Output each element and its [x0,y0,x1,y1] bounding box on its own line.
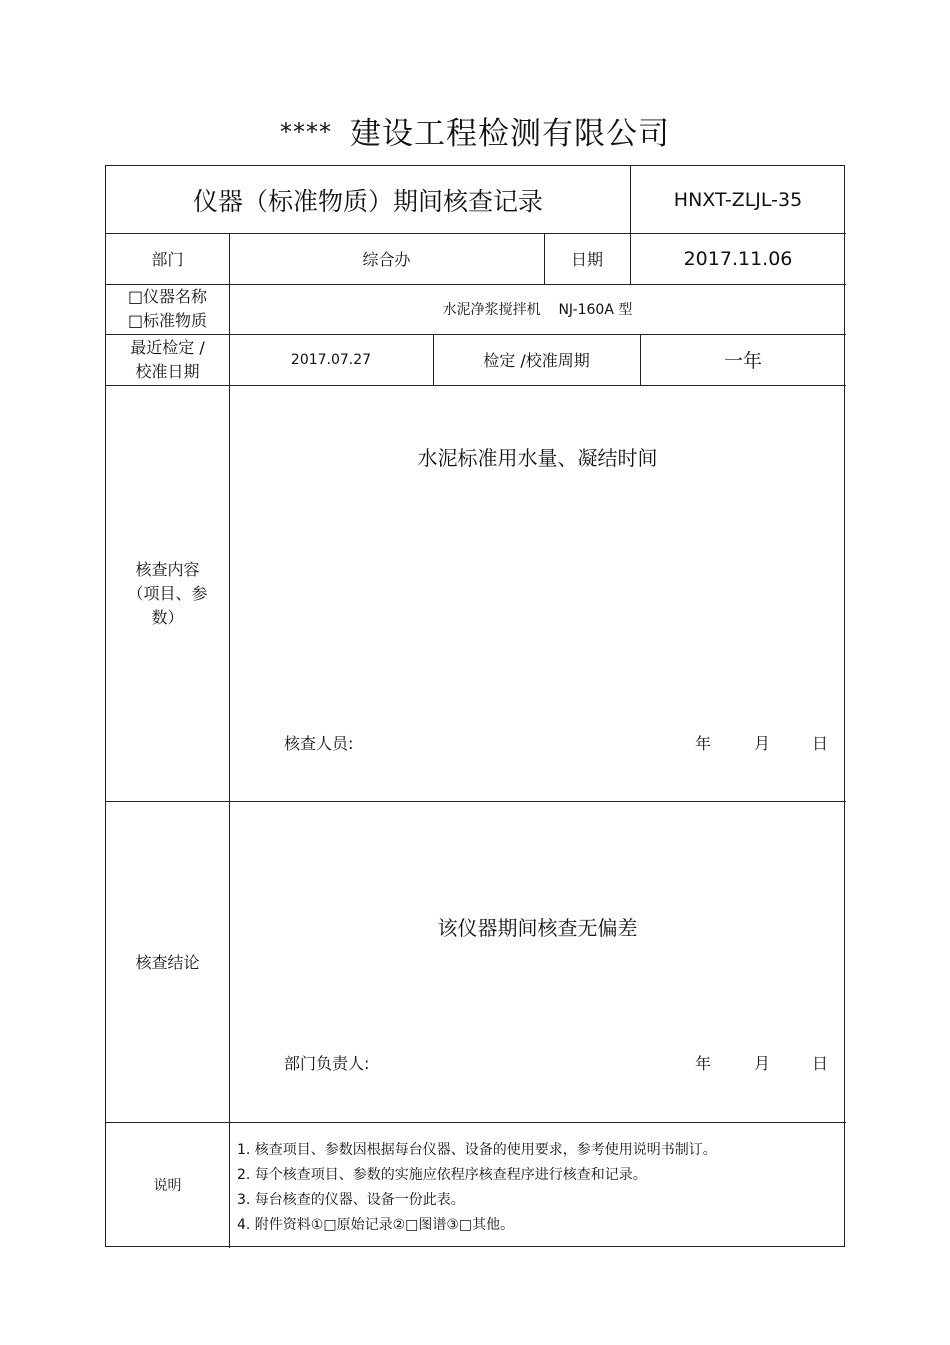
form-code: HNXT-ZLJL-35 [673,188,803,211]
instrument-value: 水泥净浆搅拌机 NJ-160A 型 [442,302,633,318]
calibration-period-value: 一年 [723,350,762,372]
inspector-label: 核查人员: [284,734,354,753]
company-name: 建设工程检测有限公司 [350,116,670,152]
conclusion-text: 该仪器期间核查无偏差 [437,916,638,940]
instrument-label [106,284,229,334]
form-title: 仪器（标准物质）期间核查记录 [192,186,543,216]
notes-item: 2. 每个核查项目、参数的实施应依程序核查程序进行核查和记录。 [237,1167,647,1183]
standard-material-checkbox-label: □标准物质 [127,311,208,330]
check-content-label-line2: （项目、参 [127,584,208,603]
inspector-day-label: 日 [812,734,829,753]
notes-list [237,1138,717,1238]
dept-head-year-label: 年 [695,1054,712,1073]
instrument-name-checkbox-label: □仪器名称 [127,287,208,306]
dept-value: 综合办 [362,250,411,269]
conclusion-label: 核查结论 [135,953,200,972]
calibration-label-line1: 最近检定 / [130,337,205,357]
dept-label: 部门 [151,250,184,269]
company-stars: **** [280,118,332,146]
company-title [0,108,950,153]
notes-label: 说明 [153,1178,182,1194]
check-content-label [106,385,229,801]
notes-item: 1. 核查项目、参数因根据每台仪器、设备的使用要求，参考使用说明书制订。 [237,1142,717,1158]
date-label: 日期 [570,250,603,269]
date-value: 2017.11.06 [683,247,793,270]
check-content-text: 水泥标准用水量、凝结时间 [417,446,658,470]
col-divider [229,233,230,1248]
dept-head-day-label: 日 [812,1054,829,1073]
inspector-month-label: 月 [754,734,771,753]
record-form [105,165,845,1247]
check-content-label-line3: 数） [151,608,184,627]
dept-head-month-label: 月 [754,1054,771,1073]
calibration-date: 2017.07.27 [290,351,372,368]
notes-item: 3. 每台核查的仪器、设备一份此表。 [237,1192,465,1208]
calibration-label [106,334,229,385]
calibration-label-line2: 校准日期 [135,361,200,381]
check-content-label-line1: 核查内容 [135,560,200,579]
inspector-year-label: 年 [695,734,712,753]
dept-head-label: 部门负责人: [284,1054,370,1073]
calibration-period-label: 检定 /校准周期 [483,351,590,370]
notes-item: 4. 附件资料①□原始记录②□图谱③□其他。 [237,1217,515,1233]
